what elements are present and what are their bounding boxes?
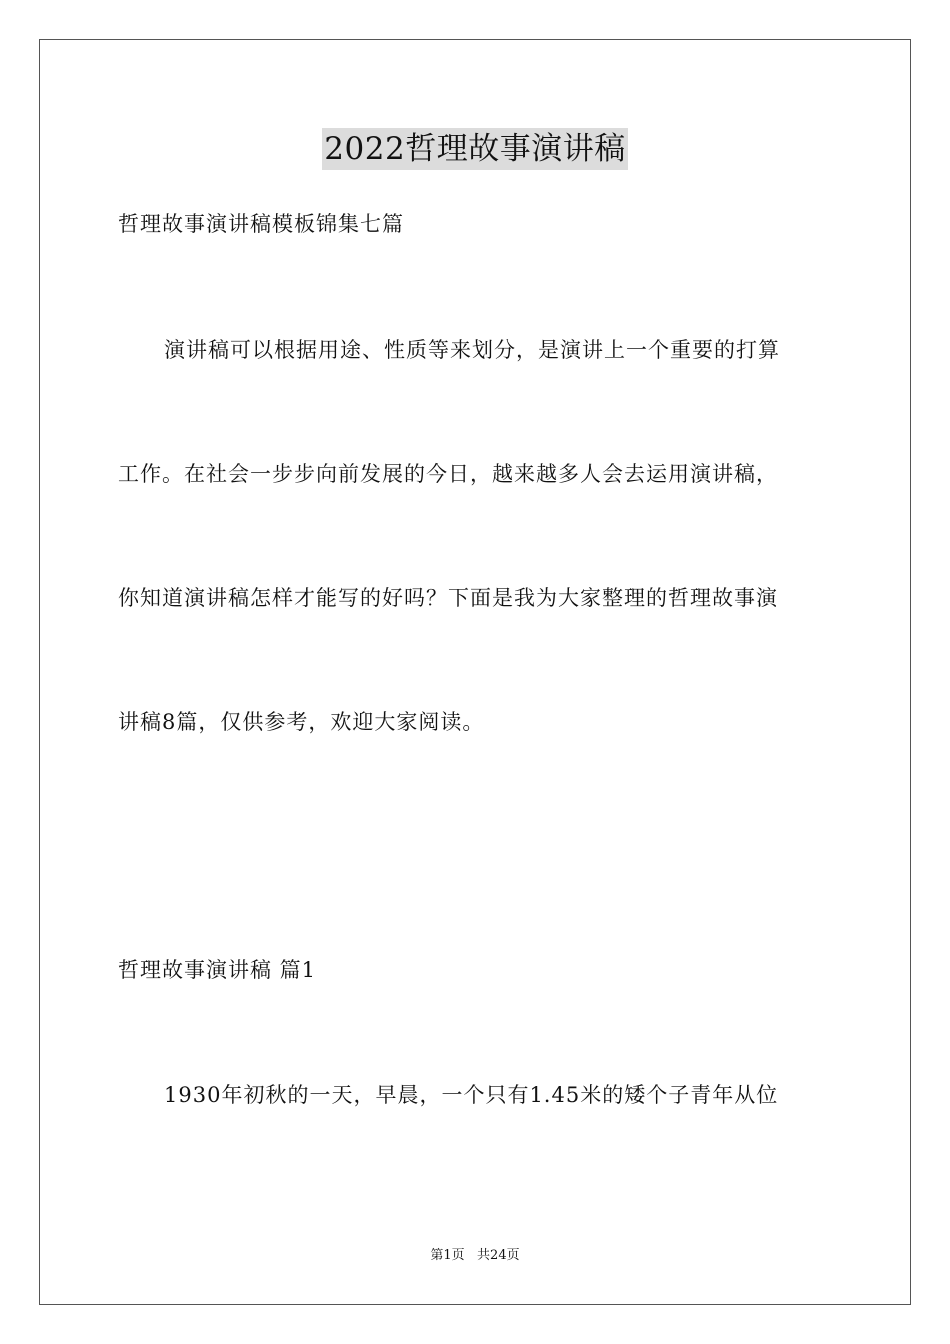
document-title: 2022哲理故事演讲稿 (322, 128, 627, 170)
section-paragraph-line-1: 1930年初秋的一天，早晨，一个只有1.45米的矮个子青年从位 (164, 1083, 779, 1107)
intro-line-2: 工作。在社会一步步向前发展的今日，越来越多人会去运用演讲稿， (118, 462, 778, 486)
intro-line-4: 讲稿8篇，仅供参考，欢迎大家阅读。 (118, 710, 485, 734)
title-container (0, 128, 950, 170)
intro-line-1: 演讲稿可以根据用途、性质等来划分，是演讲上一个重要的打算 (164, 338, 780, 362)
document-subtitle: 哲理故事演讲稿模板锦集七篇 (118, 212, 404, 236)
intro-line-3: 你知道演讲稿怎样才能写的好吗？下面是我为大家整理的哲理故事演 (118, 586, 778, 610)
page-number-footer: 第1页 共24页 (430, 1248, 520, 1263)
section-heading: 哲理故事演讲稿 篇1 (118, 958, 317, 982)
